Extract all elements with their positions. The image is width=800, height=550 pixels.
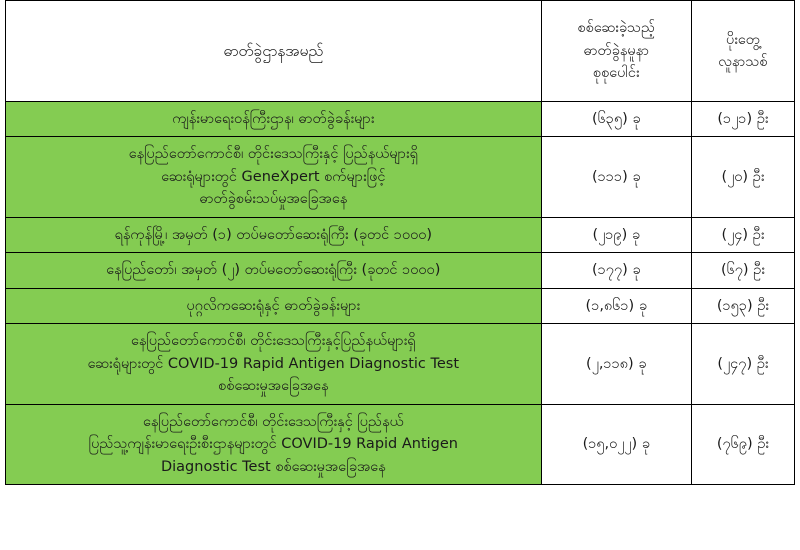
- column-header-new-positive-line-1: ပိုးတွေ့: [725, 31, 760, 48]
- total-tests-cell: (၁,၈၆၁) ခု: [541, 288, 691, 323]
- lab-name-line: စစ်ဆေးမှုအခြေအနေ: [218, 378, 329, 395]
- column-header-total-tests-line-3: စုစုပေါင်း: [592, 65, 640, 82]
- lab-name-cell: [6, 288, 542, 323]
- column-header-total-tests: [541, 1, 691, 102]
- lab-name-line: နေပြည်တော်ကောင်စီ၊ တိုင်းဒေသကြီးနှင့်ပြည်နယ်များရှိ: [131, 333, 416, 350]
- lab-name-line: နေပြည်တော်ကောင်စီ၊ တိုင်းဒေသကြီးနှင့် ပြည်နယ်: [143, 413, 404, 430]
- lab-name-cell: [6, 324, 542, 404]
- table-header: [6, 1, 795, 102]
- new-positive-cell: (၁၅၃) ဦး: [691, 288, 794, 323]
- table-row: [6, 102, 795, 137]
- column-header-total-tests-line-1: စစ်ဆေးခဲ့သည့်: [577, 20, 656, 37]
- lab-name-line: ဆေးရုံများတွင် GeneXpert စက်များဖြင့်: [161, 168, 386, 185]
- new-positive-cell: (၂၄၇) ဦး: [691, 324, 794, 404]
- lab-name-line: ပြည်သူ့ကျန်းမာရေးဦးစီးဌာနများတွင် COVID-19 Rapid Antigen: [88, 436, 459, 453]
- new-positive-cell: (၁၂၁) ဦး: [691, 102, 794, 137]
- total-tests-cell: (၁၁၁) ခု: [541, 137, 691, 217]
- column-header-lab-name-text: ဓာတ်ခွဲဌာနအမည်: [223, 41, 324, 60]
- table-row: [6, 217, 795, 252]
- table-row: [6, 324, 795, 404]
- column-header-lab-name: [6, 1, 542, 102]
- lab-name-line: ကျန်းမာရေးဝန်ကြီးဌာန၊ ဓာတ်ခွဲခန်းများ: [172, 111, 375, 127]
- lab-name-line: နေပြည်တော်ကောင်စီ၊ တိုင်းဒေသကြီးနှင့် ပြည်နယ်များရှိ: [128, 146, 418, 163]
- table-row: [6, 253, 795, 288]
- total-tests-cell: (၂,၁၁၈) ခု: [541, 324, 691, 404]
- new-positive-cell: (၂၄) ဦး: [691, 217, 794, 252]
- lab-name-cell: [6, 253, 542, 288]
- total-tests-cell: (၁၅,၀၂၂) ခု: [541, 404, 691, 484]
- column-header-new-positive-line-2: လူနာသစ်: [718, 54, 768, 70]
- lab-name-line: နေပြည်တော်၊ အမှတ် (၂) တပ်မတော်ဆေးရုံကြီး (ခုတင် ၁၀၀၀): [106, 262, 441, 279]
- new-positive-cell: (၆၇) ဦး: [691, 253, 794, 288]
- lab-test-summary-table: [5, 0, 795, 485]
- lab-name-cell: [6, 137, 542, 217]
- total-tests-cell: (၂၁၉) ခု: [541, 217, 691, 252]
- new-positive-cell: (၇၆၉) ဦး: [691, 404, 794, 484]
- lab-name-line: ဓာတ်ခွဲစမ်းသပ်မှုအခြေအနေ: [199, 191, 348, 208]
- lab-name-line: ပုဂ္ဂလိကဆေးရုံနှင့် ဓာတ်ခွဲခန်းများ: [186, 297, 361, 314]
- lab-name-cell: [6, 217, 542, 252]
- total-tests-cell: (၆၃၅) ခု: [541, 102, 691, 137]
- lab-name-cell: [6, 404, 542, 484]
- table-row: [6, 137, 795, 217]
- column-header-total-tests-line-2: ဓာတ်ခွဲနမူနာ: [583, 42, 650, 59]
- table-row: [6, 404, 795, 484]
- column-header-new-positive: [691, 1, 794, 102]
- new-positive-cell: (၂၀) ဦး: [691, 137, 794, 217]
- table-body: [6, 102, 795, 485]
- lab-name-cell: [6, 102, 542, 137]
- lab-name-line: ဆေးရုံများတွင် COVID-19 Rapid Antigen Diagnostic Test: [87, 355, 460, 372]
- lab-name-line: Diagnostic Test စစ်ဆေးမှုအခြေအနေ: [160, 458, 386, 475]
- table-row: [6, 288, 795, 323]
- total-tests-cell: (၁၇၇) ခု: [541, 253, 691, 288]
- table-header-row: [6, 1, 795, 102]
- lab-name-line: ရန်ကုန်မြို့၊ အမှတ် (၁) တပ်မတော်ဆေးရုံကြီး (ခုတင် ၁၀၀၀): [114, 226, 433, 243]
